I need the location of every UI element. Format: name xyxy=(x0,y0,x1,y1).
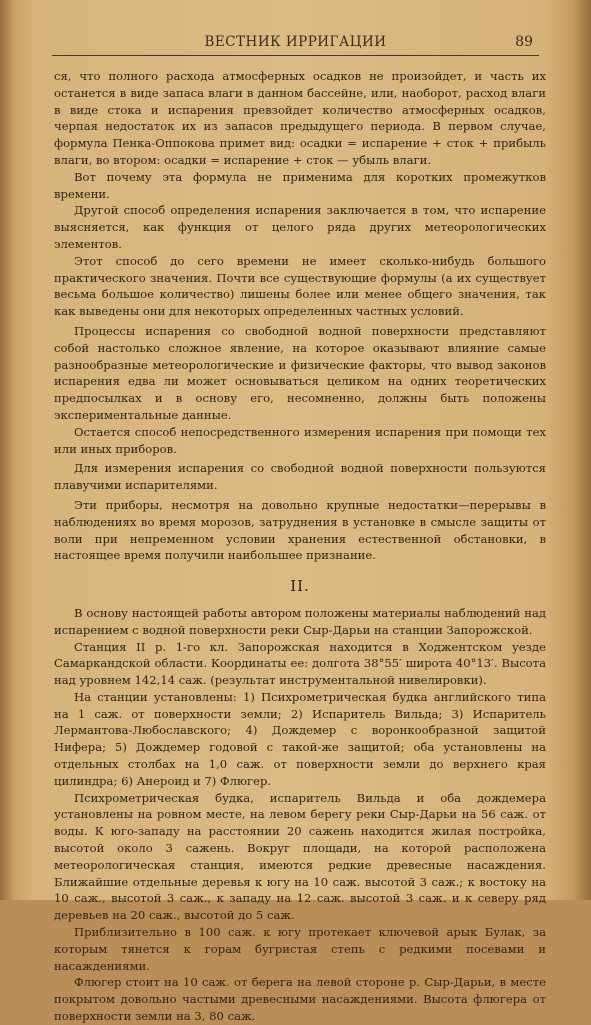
article-body xyxy=(54,68,546,1025)
paragraph: Процессы испарения со свободной водной поверхности представляют собой настолько сложное явление, на которое оказывают влияние самые разнообразные метеорологические и физические факторы, что вывод законов испарения едва ли может основываться целиком на одних теоретических предпосылках и в основу его, несомненно, должны быть положены экспериментальные данные. xyxy=(54,323,546,422)
running-title: ВЕСТНИК ИРРИГАЦИИ xyxy=(204,34,387,50)
page-header xyxy=(0,30,591,58)
paragraph: Вот почему эта формула не применима для коротких промежутков времени. xyxy=(54,169,546,201)
paragraph: ся, что полного расхода атмосферных осадков не произойдет, и часть их останется в виде запаса влаги в данном бассейне, или, наоборот, расход влаги в виде стока и испарения превзойдет количество атмосферных осадков, черпая недостаток их из запасов предыдущего периода. В первом случае, формула Пенка-Оппокова примет вид: осадки = испарение + сток + прибыль влаги, во втором: осадки = испарение + сток — убыль влаги. xyxy=(54,69,546,167)
paragraph: На станции установлены: 1) Психрометрическая будка английского типа на 1 саж. от поверхности земли; 2) Испаритель Вильда; 3) Испаритель Лермантова-Любославского; 4) Дождемер с воронкообразной защитой Нифера; 5) Дождемер годовой с такой-же защитой; оба установлены на отдельных столбах на 1,0 саж. от поверхности земли до верхнего края цилиндра; 6) Анероид и 7) Флюгер. xyxy=(54,689,546,788)
paragraph: Флюгер стоит на 10 саж. от берега на левой стороне р. Сыр-Дарьи, в месте покрытом довольно частыми древесными насаждениями. Высота флюгера от поверхности земли на 3, 80 саж. xyxy=(54,975,546,1024)
paragraph: Остается способ непосредственного измерения испарения при помощи тех или иных приборов. xyxy=(54,424,546,456)
paragraph: Психрометрическая будка, испаритель Вильда и оба дождемера установлены на ровном месте, на левом берегу реки Сыр-Дарьи на 56 саж. от воды. К юго-западу на расстоянии 20 сажень находится жилая постройка, высотой около 3 сажень. Вокруг площади, на которой расположена метеорологическая станция, имеются редкие древесные насаждения. Ближайшие отдельные деревья к югу на 10 саж. высотой 3 саж.; к востоку на 10 саж., высотой 3 саж., к западу на 12 саж. высотой 3 саж. и к северу ряд деревьев на 20 саж., высотой до 5 саж. xyxy=(54,790,546,923)
page-number: 89 xyxy=(515,34,533,50)
paragraph: Приблизительно в 100 саж. к югу протекает ключевой арык Булак, за которым тянется к горам бугристая степь с редкими посевами и насаждениями. xyxy=(54,925,546,973)
section-heading: II. xyxy=(290,577,310,596)
paragraph: В основу настоящей работы автором положены материалы наблюдений над испарением с водной поверхности реки Сыр-Дарьи на станции Запорожской. xyxy=(54,605,546,637)
page-edge-shadow-right xyxy=(573,0,591,900)
page-edge-shadow-left xyxy=(0,0,14,900)
paragraph: Этот способ до сего времени не имеет сколько-нибудь большого практического значения. Почти все существующие формулы (а их существует весьма большое количество) лишены более или менее общего значения, так как выведены они для некоторых определенных частных условий. xyxy=(54,253,546,319)
paragraph: Станция II р. 1-го кл. Запорожская находится в Ходжентском уезде Самаркандской области. Координаты ее: долгота 38°55′ широта 40°13′. Высота над уровнем 142,14 саж. (результат инструментальной нивелировки). xyxy=(54,639,546,688)
paragraph: Для измерения испарения со свободной водной поверхности пользуются плавучими испарителями. xyxy=(54,461,546,493)
header-rule xyxy=(52,55,539,56)
paragraph: Другой способ определения испарения заключается в том, что испарение выясняется, как функция от целого ряда других метеорологических элементов. xyxy=(54,203,546,251)
paragraph: Эти приборы, несмотря на довольно крупные недостатки—перерывы в наблюдениях во время морозов, затруднения в установке в смысле защиты от воли при непременном условии хранения естественной обстановки, в настоящее время получили наибольшее признание. xyxy=(54,497,546,563)
